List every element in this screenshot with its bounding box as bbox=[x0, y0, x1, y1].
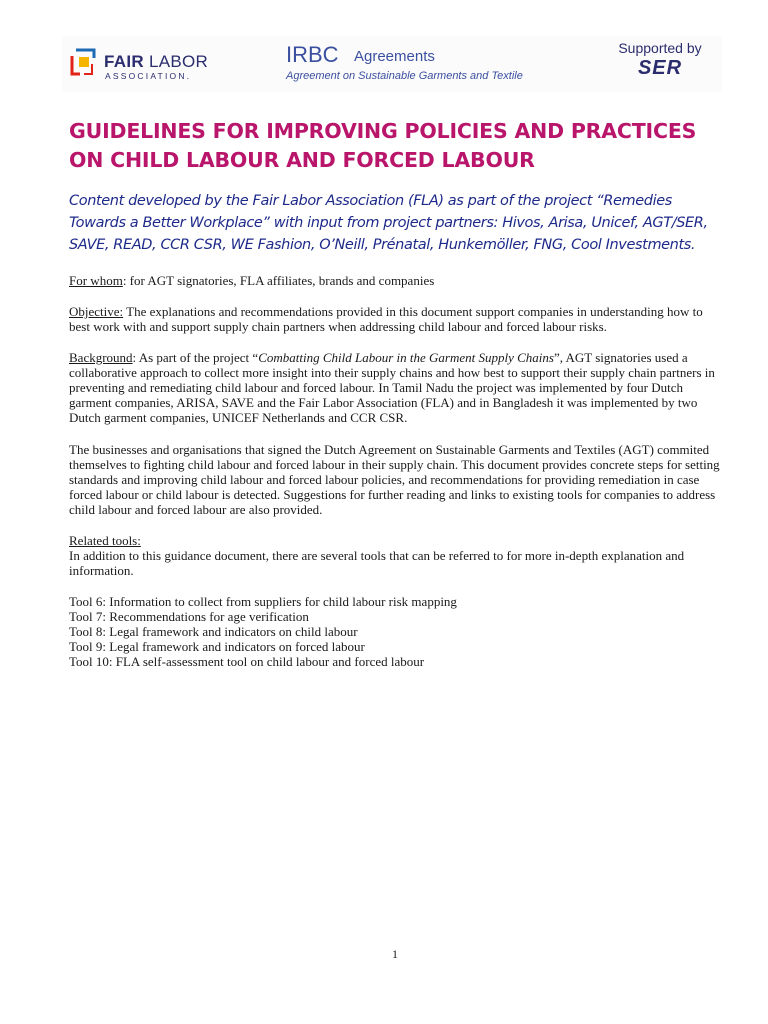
related-tools-text: In addition to this guidance document, there are several tools that can be referred to for more in-depth explanation and information. bbox=[69, 548, 685, 578]
fla-mark-icon bbox=[68, 46, 100, 78]
irbc-logo bbox=[286, 42, 586, 86]
objective-label: Objective: bbox=[69, 304, 124, 319]
intro-paragraph: Content developed by the Fair Labor Association (FLA) as part of the project “Remedies Towards a Better Workplace” with input from project partners: Hivos, Arisa, Unicef, AGT/SER, SAVE, READ, CCR CSR, WE Fashion, O’Neill, Prénatal, Hunkemöller, FNG, Cool Investments. bbox=[69, 193, 708, 253]
for-whom-paragraph bbox=[69, 273, 725, 288]
supported-by-label: Supported by bbox=[618, 40, 702, 56]
list-item: Tool 8: Legal framework and indicators on child labour bbox=[69, 624, 358, 639]
for-whom-text: : for AGT signatories, FLA affiliates, brands and companies bbox=[122, 273, 435, 288]
background-text-after: ”, AGT signatories used a collaborative approach to collect more insight into their supply chains and how best to support their supply chain partners in preventing and remediating child labour and forced labour. In Tamil Nadu the project was implemented by four Dutch garment companies, ARISA, SAVE and the Fair Labor Association (FLA) and in Bangladesh it was implemented by two Dutch garment companies, UNICEF Netherlands and CCR CSR. bbox=[69, 350, 715, 425]
objective-text: The explanations and recommendations provided in this document support companies in understanding how to best work with and support supply chain partners when addressing child labour and forced labour risks. bbox=[69, 304, 703, 334]
document-header bbox=[62, 36, 722, 92]
background-text-before: : As part of the project “ bbox=[132, 350, 259, 365]
irbc-tagline: Agreement on Sustainable Garments and Textile bbox=[286, 70, 523, 82]
ser-logo: SER bbox=[637, 57, 683, 79]
page-number: 1 bbox=[392, 947, 398, 961]
fla-logo-fair: FAIR bbox=[104, 52, 144, 71]
fla-logo-line1 bbox=[104, 52, 208, 72]
document-title: GUIDELINES FOR IMPROVING POLICIES AND PRACTICES ON CHILD LABOUR AND FORCED LABOUR bbox=[69, 119, 697, 172]
related-tools-paragraph bbox=[69, 533, 725, 578]
list-item: Tool 9: Legal framework and indicators on forced labour bbox=[69, 639, 365, 654]
tools-list bbox=[69, 594, 725, 669]
related-tools-label: Related tools: bbox=[69, 533, 141, 548]
supported-by-block bbox=[602, 40, 718, 88]
fla-logo bbox=[68, 44, 218, 84]
fla-logo-labor: LABOR bbox=[148, 52, 209, 71]
background-label: Background bbox=[69, 350, 133, 365]
objective-paragraph bbox=[69, 304, 725, 334]
for-whom-label: For whom bbox=[69, 273, 123, 288]
background-paragraph bbox=[69, 350, 725, 425]
list-item: Tool 7: Recommendations for age verification bbox=[69, 609, 309, 624]
background-project-name: Combatting Child Labour in the Garment Supply Chains bbox=[258, 350, 554, 365]
list-item: Tool 10: FLA self-assessment tool on child labour and forced labour bbox=[69, 654, 425, 669]
fla-logo-association: ASSOCIATION. bbox=[105, 71, 192, 81]
list-item: Tool 6: Information to collect from suppliers for child labour risk mapping bbox=[69, 594, 457, 609]
irbc-title: IRBC bbox=[286, 42, 339, 67]
businesses-paragraph: The businesses and organisations that signed the Dutch Agreement on Sustainable Garments and Textiles (AGT) commited themselves to fighting child labour and forced labour in their supply chain. This document provides concrete steps for setting standards and improving child labour and forced labour policies, and recommendations for providing remediation in case forced labour or child labour is detected. Suggestions for further reading and links to existing tools for companies to address child labour and forced labour are also provided. bbox=[69, 442, 720, 517]
irbc-subtitle: Agreements bbox=[354, 48, 435, 65]
